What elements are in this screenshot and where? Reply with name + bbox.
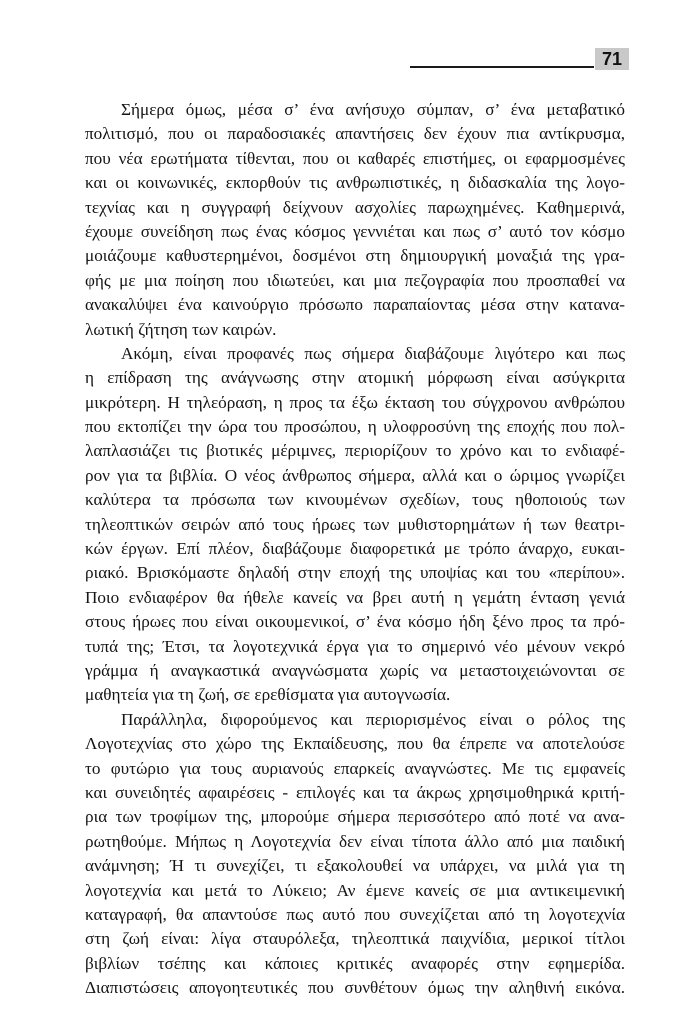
text-line: φής με μια ποίηση που ιδιωτεύει, και μια πεζογραφία που προσπαθεί να	[85, 270, 625, 290]
text-line: πολιτισμό, που οι παραδοσιακές απαντήσεις δεν έχουν πια αντίκρυσμα,	[85, 124, 625, 144]
text-line: η επίδραση της ανάγνωσης στην ατομική μόρφωση είναι ασύγκριτα	[85, 368, 625, 388]
text-line: στους ήρωες που είναι οικουμενικοί, σ’ ένα κόσμο ήδη ξένο προς τα πρό-	[85, 612, 625, 632]
text-line: μαθητεία για τη ζωή, σε ερεθίσματα για αυτογνωσία.	[85, 685, 451, 705]
text-line: λογοτεχνία και μετά το Λύκειο; Αν έμενε κανείς σε μια αντικειμενική	[85, 880, 625, 900]
text-line: λωτική ζήτηση των καιρών.	[85, 319, 277, 339]
text-line: ανάμνηση; Ή τι συνεχίζει, τι εξακολουθεί να υπάρχει, να μιλά για τη	[85, 856, 625, 876]
text-line: Διαπιστώσεις απογοητευτικές που συνθέτουν όμως την αληθινή εικόνα.	[85, 978, 625, 998]
page-number: 71	[595, 48, 629, 70]
text-line: τηλεοπτικών σειρών από τους ήρωες των μυθιστορημάτων ή των θεατρι-	[85, 514, 625, 534]
text-line: κών έργων. Επί πλέον, διαβάζουμε διαφορετικά με τρόπο άναρχο, ευκαι-	[85, 539, 625, 559]
paragraph	[85, 708, 625, 1001]
text-line: έχουμε συνείδηση πως ένας κόσμος γεννιέται και πως σ’ αυτό τον κόσμο	[85, 221, 625, 241]
text-line: γράμμα ή αναγκαστικά αναγνώσματα χωρίς να μεταστοιχειώνονται σε	[85, 660, 625, 680]
text-line: τεχνίας και η συγγραφή δείχνουν ασχολίες παρωχημένες. Καθημερινά,	[85, 197, 625, 217]
paragraph	[85, 342, 625, 708]
text-line: Ακόμη, είναι προφανές πως σήμερα διαβάζουμε λιγότερο και πως	[121, 343, 625, 363]
text-line: καταγραφή, θα απαντούσε πως αυτό που συνεχίζεται από τη λογοτεχνία	[85, 904, 625, 924]
text-line: μοιάζουμε καθυστερημένοι, δοσμένοι στη δημιουργική μοναξιά της γρα-	[85, 246, 625, 266]
text-line: που εκτοπίζει την ώρα του προσώπου, η υλοφροσύνη της εποχής που πολ-	[85, 417, 625, 437]
text-line: ρον για τα βιβλία. Ο νέος άνθρωπος σήμερα, αλλά και ο ώριμος γνωρίζει	[85, 465, 625, 485]
text-line: στη ζωή είναι: λίγα σταυρόλεξα, τηλεοπτικά παιχνίδια, μερικοί τίτλοι	[85, 929, 625, 949]
text-line: Σήμερα όμως, μέσα σ’ ένα ανήσυχο σύμπαν, σ’ ένα μεταβατικό	[121, 100, 625, 119]
text-line: ριακό. Βρισκόμαστε δηλαδή στην εποχή της υποψίας και του «περίπου».	[85, 563, 625, 583]
text-line: λαπλασιάζει τις βιοτικές μέριμνες, περιορίζουν το χρόνο και το ενδιαφέ-	[85, 441, 625, 461]
text-line: ανακαλύψει ένα καινούργιο πρόσωπο παραπαίοντας μέσα στην κατανα-	[85, 295, 625, 315]
paragraph	[85, 98, 625, 342]
text-line: βιβλίων τσέπης και κάποιες κριτικές αναφορές στην εφημερίδα.	[85, 953, 625, 973]
text-line: που νέα ερωτήματα τίθενται, που οι καθαρές επιστήμες, οι εφαρμοσμένες	[85, 148, 625, 168]
text-line: καλύτερα τα πρόσωπα των κινουμένων σχεδίων, τους ηθοποιούς των	[85, 490, 625, 510]
text-line: τυπά της; Έτσι, τα λογοτεχνικά έργα για το σημερινό νέο μένουν νεκρό	[85, 636, 625, 656]
text-line: ρια των τροφίμων της, μπορούμε σήμερα περισσότερο από ποτέ να ανα-	[85, 807, 625, 827]
text-line: Λογοτεχνίας στο χώρο της Εκπαίδευσης, που θα έπρεπε να αποτελούσε	[85, 734, 625, 754]
text-line: Ποιο ενδιαφέρον θα ήθελε κανείς να βρει αυτή η γεμάτη ένταση γενιά	[85, 587, 625, 607]
header-rule	[410, 66, 594, 68]
text-body	[85, 98, 625, 1000]
text-line: το φυτώριο για τους αυριανούς επαρκείς αναγνώστες. Με τις εμφανείς	[85, 758, 625, 778]
text-line: ρωτηθούμε. Μήπως η Λογοτεχνία δεν είναι τίποτα άλλο από μια παιδική	[85, 831, 625, 851]
text-line: και οι κοινωνικές, εκπορθούν τις ανθρωπιστικές, η διδασκαλία της λογο-	[85, 173, 625, 193]
text-line: μικρότερη. Η τηλεόραση, η προς τα έξω έκταση του σύγχρονου ανθρώπου	[85, 392, 625, 412]
text-line: και συνειδητές αφαιρέσεις - επιλογές και τα άκρως χρησιμοθηρικά κριτή-	[85, 782, 625, 802]
text-line: Παράλληλα, διφορούμενος και περιορισμένος είναι ο ρόλος της	[121, 709, 625, 729]
